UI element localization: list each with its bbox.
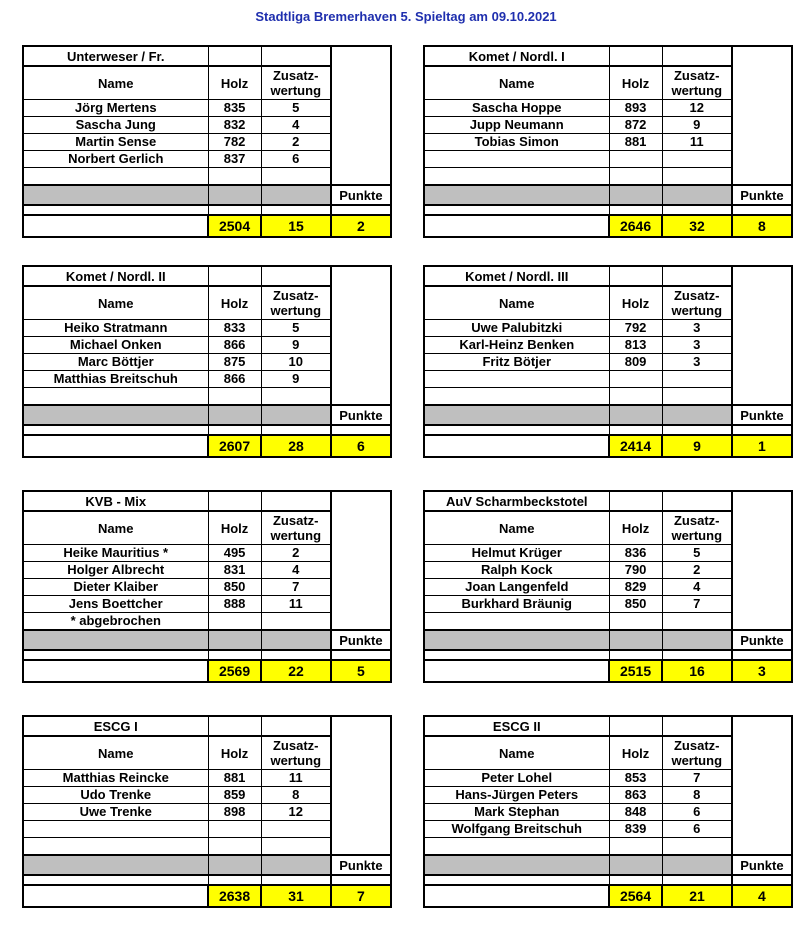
player-holz [208,613,261,631]
col-header-zusatz-line2: wertung [671,303,723,318]
table-row [23,579,391,596]
player-zusatzwertung: 4 [662,579,732,596]
player-name: Dieter Klaiber [23,579,208,596]
player-holz [609,388,662,406]
total-holz: 2638 [208,885,261,907]
punkte-label: Punkte [331,405,391,425]
player-holz: 839 [609,821,662,838]
punkte-label: Punkte [732,630,792,650]
team-name: Komet / Nordl. II [23,266,208,286]
col-header-holz: Holz [609,736,662,770]
player-zusatzwertung: 11 [261,596,331,613]
table-row [424,320,792,337]
col-header-name: Name [424,286,609,320]
player-zusatzwertung: 4 [261,117,331,134]
player-zusatzwertung: 5 [662,545,732,562]
table-row [23,354,391,371]
team-name: Unterweser / Fr. [23,46,208,66]
total-holz: 2414 [609,435,662,457]
player-holz [609,168,662,186]
team-name: ESCG II [424,716,609,736]
team-name: Komet / Nordl. I [424,46,609,66]
totals-row [424,435,792,457]
total-holz: 2569 [208,660,261,682]
player-zusatzwertung: 6 [261,151,331,168]
table-row [424,579,792,596]
player-zusatzwertung: 2 [261,134,331,151]
player-holz: 881 [208,770,261,787]
team-table [423,490,793,683]
player-holz: 831 [208,562,261,579]
table-row [424,787,792,804]
table-row [23,562,391,579]
player-zusatzwertung [662,168,732,186]
col-header-name: Name [424,66,609,100]
table-row [424,371,792,388]
player-holz [609,838,662,856]
player-holz: 836 [609,545,662,562]
table-row [424,838,792,856]
player-zusatzwertung: 3 [662,320,732,337]
player-name: Tobias Simon [424,134,609,151]
col-header-zusatz-line1: Zusatz- [673,738,720,753]
player-holz: 888 [208,596,261,613]
team-punkte: 6 [331,435,391,457]
player-name: Jupp Neumann [424,117,609,134]
player-name [23,168,208,186]
player-name: Udo Trenke [23,787,208,804]
player-name [424,371,609,388]
punkte-label: Punkte [732,855,792,875]
player-holz: 863 [609,787,662,804]
total-zusatzwertung: 15 [261,215,331,237]
col-header-zusatz-line2: wertung [270,528,322,543]
player-holz [208,388,261,406]
player-zusatzwertung: 11 [261,770,331,787]
player-name [424,613,609,631]
col-header-zusatz-line2: wertung [270,83,322,98]
total-zusatzwertung: 28 [261,435,331,457]
table-row [424,151,792,168]
player-name: Sascha Hoppe [424,100,609,117]
player-holz: 782 [208,134,261,151]
player-name [424,388,609,406]
player-zusatzwertung [662,838,732,856]
player-holz: 495 [208,545,261,562]
col-header-holz: Holz [208,66,261,100]
player-holz: 859 [208,787,261,804]
punkte-label: Punkte [732,185,792,205]
total-holz: 2646 [609,215,662,237]
player-name [23,838,208,856]
team-punkte: 8 [732,215,792,237]
player-name: Uwe Palubitzki [424,320,609,337]
player-zusatzwertung [261,388,331,406]
player-name [424,151,609,168]
player-name [424,838,609,856]
table-row [424,354,792,371]
table-row [23,168,391,186]
team-table [22,715,392,908]
total-holz: 2564 [609,885,662,907]
table-row [23,545,391,562]
table-row [23,838,391,856]
table-row [23,821,391,838]
col-header-zusatzwertung [261,66,331,100]
col-header-holz: Holz [609,511,662,545]
player-holz [208,838,261,856]
total-holz: 2515 [609,660,662,682]
punkte-label: Punkte [331,855,391,875]
player-name [424,168,609,186]
col-header-name: Name [23,286,208,320]
player-zusatzwertung [662,388,732,406]
player-zusatzwertung [261,838,331,856]
player-name: Uwe Trenke [23,804,208,821]
player-name: Joan Langenfeld [424,579,609,596]
team-table [423,715,793,908]
table-row [23,596,391,613]
player-zusatzwertung: 3 [662,354,732,371]
table-row [23,388,391,406]
col-header-name: Name [23,66,208,100]
table-row [424,804,792,821]
player-zusatzwertung: 7 [261,579,331,596]
player-holz: 881 [609,134,662,151]
player-name: Heiko Stratmann [23,320,208,337]
punkte-label: Punkte [732,405,792,425]
table-row [23,117,391,134]
player-name [23,388,208,406]
table-row [424,117,792,134]
player-holz: 837 [208,151,261,168]
col-header-name: Name [424,736,609,770]
totals-row [23,435,391,457]
player-name: Burkhard Bräunig [424,596,609,613]
player-holz: 792 [609,320,662,337]
col-header-name: Name [424,511,609,545]
player-holz [208,821,261,838]
player-zusatzwertung: 5 [261,100,331,117]
player-zusatzwertung: 3 [662,337,732,354]
player-holz: 898 [208,804,261,821]
player-name: Matthias Reincke [23,770,208,787]
col-header-zusatz-line2: wertung [671,528,723,543]
player-name: Hans-Jürgen Peters [424,787,609,804]
table-row [424,337,792,354]
team-name: KVB - Mix [23,491,208,511]
totals-row [424,660,792,682]
team-punkte: 5 [331,660,391,682]
player-zusatzwertung: 5 [261,320,331,337]
col-header-name: Name [23,511,208,545]
player-holz: 790 [609,562,662,579]
player-holz [609,613,662,631]
col-header-holz: Holz [208,511,261,545]
team-punkte: 2 [331,215,391,237]
table-row [424,134,792,151]
player-holz [208,168,261,186]
player-zusatzwertung: 10 [261,354,331,371]
col-header-zusatzwertung [261,286,331,320]
player-zusatzwertung: 6 [662,804,732,821]
player-holz: 833 [208,320,261,337]
player-name: Jörg Mertens [23,100,208,117]
player-zusatzwertung: 6 [662,821,732,838]
player-zusatzwertung: 12 [662,100,732,117]
table-row [23,787,391,804]
team-punkte: 1 [732,435,792,457]
table-row [23,371,391,388]
player-name: Jens Boettcher [23,596,208,613]
player-zusatzwertung [662,151,732,168]
table-row [23,134,391,151]
team-table [22,45,392,238]
player-name: Martin Sense [23,134,208,151]
player-holz [609,371,662,388]
col-header-zusatzwertung [261,511,331,545]
player-name: Norbert Gerlich [23,151,208,168]
col-header-holz: Holz [609,66,662,100]
player-zusatzwertung [261,168,331,186]
player-zusatzwertung [261,821,331,838]
player-holz: 875 [208,354,261,371]
player-zusatzwertung: 4 [261,562,331,579]
table-row [424,168,792,186]
col-header-zusatzwertung [662,66,732,100]
player-name: Heike Mauritius * [23,545,208,562]
player-name: Holger Albrecht [23,562,208,579]
team-punkte: 4 [732,885,792,907]
player-zusatzwertung [261,613,331,631]
total-zusatzwertung: 32 [662,215,732,237]
punkte-label: Punkte [331,630,391,650]
table-row [424,821,792,838]
totals-row [23,885,391,907]
col-header-zusatz-line1: Zusatz- [272,68,319,83]
player-name: Marc Böttjer [23,354,208,371]
player-name: Ralph Kock [424,562,609,579]
team-table [22,265,392,458]
player-zusatzwertung: 2 [261,545,331,562]
player-zusatzwertung: 8 [662,787,732,804]
col-header-zusatz-line1: Zusatz- [272,288,319,303]
col-header-zusatz-line2: wertung [270,753,322,768]
col-header-zusatzwertung [662,511,732,545]
player-holz: 866 [208,337,261,354]
table-row [23,613,391,631]
player-holz: 829 [609,579,662,596]
player-name: Peter Lohel [424,770,609,787]
total-zusatzwertung: 9 [662,435,732,457]
player-name [23,821,208,838]
col-header-zusatz-line1: Zusatz- [272,513,319,528]
player-name: Wolfgang Breitschuh [424,821,609,838]
team-name: AuV Scharmbeckstotel [424,491,609,511]
col-header-zusatz-line1: Zusatz- [673,68,720,83]
player-holz: 832 [208,117,261,134]
total-holz: 2504 [208,215,261,237]
total-zusatzwertung: 16 [662,660,732,682]
team-name: ESCG I [23,716,208,736]
team-table [22,490,392,683]
table-row [424,770,792,787]
player-zusatzwertung: 7 [662,596,732,613]
player-name: Mark Stephan [424,804,609,821]
player-zusatzwertung: 9 [261,371,331,388]
player-zusatzwertung: 12 [261,804,331,821]
player-name: * abgebrochen [23,613,208,631]
totals-row [424,215,792,237]
player-holz: 850 [609,596,662,613]
player-zusatzwertung [662,613,732,631]
player-holz: 848 [609,804,662,821]
player-holz: 872 [609,117,662,134]
player-name: Fritz Bötjer [424,354,609,371]
player-zusatzwertung: 9 [662,117,732,134]
player-zusatzwertung: 8 [261,787,331,804]
table-row [424,596,792,613]
team-punkte: 7 [331,885,391,907]
player-holz: 853 [609,770,662,787]
player-zusatzwertung: 7 [662,770,732,787]
table-row [424,388,792,406]
table-row [23,100,391,117]
col-header-zusatz-line1: Zusatz- [673,513,720,528]
total-zusatzwertung: 21 [662,885,732,907]
col-header-name: Name [23,736,208,770]
col-header-zusatz-line2: wertung [671,753,723,768]
col-header-zusatzwertung [261,736,331,770]
table-row [424,562,792,579]
table-row [23,770,391,787]
col-header-zusatz-line1: Zusatz- [673,288,720,303]
col-header-holz: Holz [208,736,261,770]
team-name: Komet / Nordl. III [424,266,609,286]
table-row [424,545,792,562]
totals-row [23,215,391,237]
player-name: Matthias Breitschuh [23,371,208,388]
col-header-zusatzwertung [662,736,732,770]
player-holz: 835 [208,100,261,117]
player-zusatzwertung: 2 [662,562,732,579]
table-row [424,100,792,117]
table-row [23,337,391,354]
col-header-holz: Holz [208,286,261,320]
col-header-holz: Holz [609,286,662,320]
team-punkte: 3 [732,660,792,682]
team-table [423,45,793,238]
player-name: Helmut Krüger [424,545,609,562]
player-zusatzwertung: 9 [261,337,331,354]
table-row [23,151,391,168]
player-holz: 850 [208,579,261,596]
total-holz: 2607 [208,435,261,457]
player-name: Karl-Heinz Benken [424,337,609,354]
col-header-zusatzwertung [662,286,732,320]
table-row [23,320,391,337]
player-holz: 893 [609,100,662,117]
player-zusatzwertung [662,371,732,388]
totals-row [23,660,391,682]
player-holz: 866 [208,371,261,388]
punkte-label: Punkte [331,185,391,205]
totals-row [424,885,792,907]
player-holz [609,151,662,168]
team-table [423,265,793,458]
total-zusatzwertung: 31 [261,885,331,907]
player-zusatzwertung: 11 [662,134,732,151]
page-title: Stadtliga Bremerhaven 5. Spieltag am 09.10.2021 [255,9,557,24]
player-holz: 813 [609,337,662,354]
table-row [424,613,792,631]
player-name: Michael Onken [23,337,208,354]
total-zusatzwertung: 22 [261,660,331,682]
table-row [23,804,391,821]
col-header-zusatz-line1: Zusatz- [272,738,319,753]
col-header-zusatz-line2: wertung [270,303,322,318]
col-header-zusatz-line2: wertung [671,83,723,98]
player-name: Sascha Jung [23,117,208,134]
player-holz: 809 [609,354,662,371]
